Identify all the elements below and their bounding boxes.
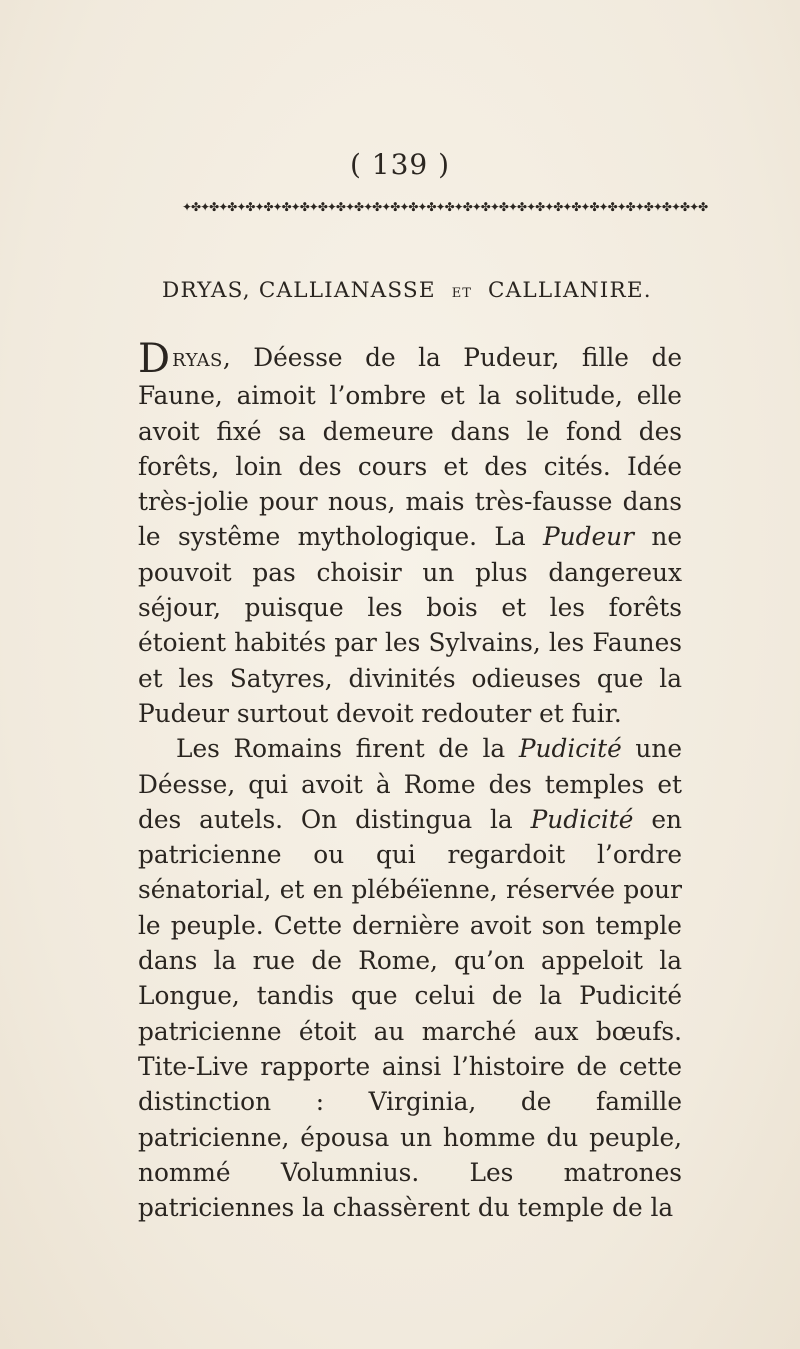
chapter-title-main: DRYAS, CALLIANASSE	[162, 278, 436, 303]
paragraph-1-text-a: , Déesse de la Pudeur, fille de Faune, aimoit l’ombre et la solitude, elle avoit fixé sa demeure dans le fond des forêts, loin des cours et des cités. Idée très-jolie pour nous, mais très-fausse dans le systême mythologique. La	[138, 343, 682, 552]
page-number: ( 139 )	[349, 148, 451, 181]
paragraph-2-text-c: en patricienne ou qui regardoit l’ordre sénatorial, et en plébéïenne, réservée pour le peuple. Cette dernière avoit son temple dans la rue de Rome, qu’on appeloit la Longue, tandis que celui de la Pudicité patricienne étoit au marché aux bœufs. Tite-Live rapporte ainsi l’histoire de cette distinction : Virginia, de famille patricienne, épousa un homme du peuple, nommé Volumnius. Les matrones patriciennes la chassèrent du temple de la	[138, 804, 682, 1223]
paragraph-2-italic-b: Pudicité	[530, 804, 634, 834]
body-text	[138, 336, 683, 1225]
chapter-title-conjunction: ET	[451, 286, 472, 301]
drop-cap: D	[138, 336, 171, 382]
paragraph-1	[138, 336, 683, 731]
chapter-title	[162, 278, 682, 303]
paragraph-1-text-b: ne pouvoit pas choisir un plus dangereux séjour, puisque les bois et les forêts étoient habités par les Sylvains, les Faunes et les Satyres, divinités odieuses que la Pudeur surtout devoit redouter et fuir.	[138, 522, 683, 728]
paragraph-2	[138, 731, 682, 1225]
paragraph-2-italic-a: Pudicité	[518, 734, 622, 764]
chapter-title-end: CALLIANIRE.	[487, 278, 652, 303]
decorative-border: ✦✤✦✤✦✤✦✤✦✤✦✤✦✤✦✤✦✤✦✤✦✤✦✤✦✤✦✤✦✤✦✤✦✤✦✤✦✤✦✤✦✤✦✤✦✤✦✤✦✤✦✤✦✤✦✤✦✤	[182, 200, 708, 214]
paragraph-2-text-b: une Déesse, qui avoit à Rome des temples et des autels. On distingua la	[138, 734, 682, 834]
paragraph-2-text-a: Les Romains firent de la	[176, 734, 519, 764]
paragraph-1-italic: Pudeur	[542, 522, 635, 552]
small-caps-word: RYAS	[172, 350, 223, 371]
